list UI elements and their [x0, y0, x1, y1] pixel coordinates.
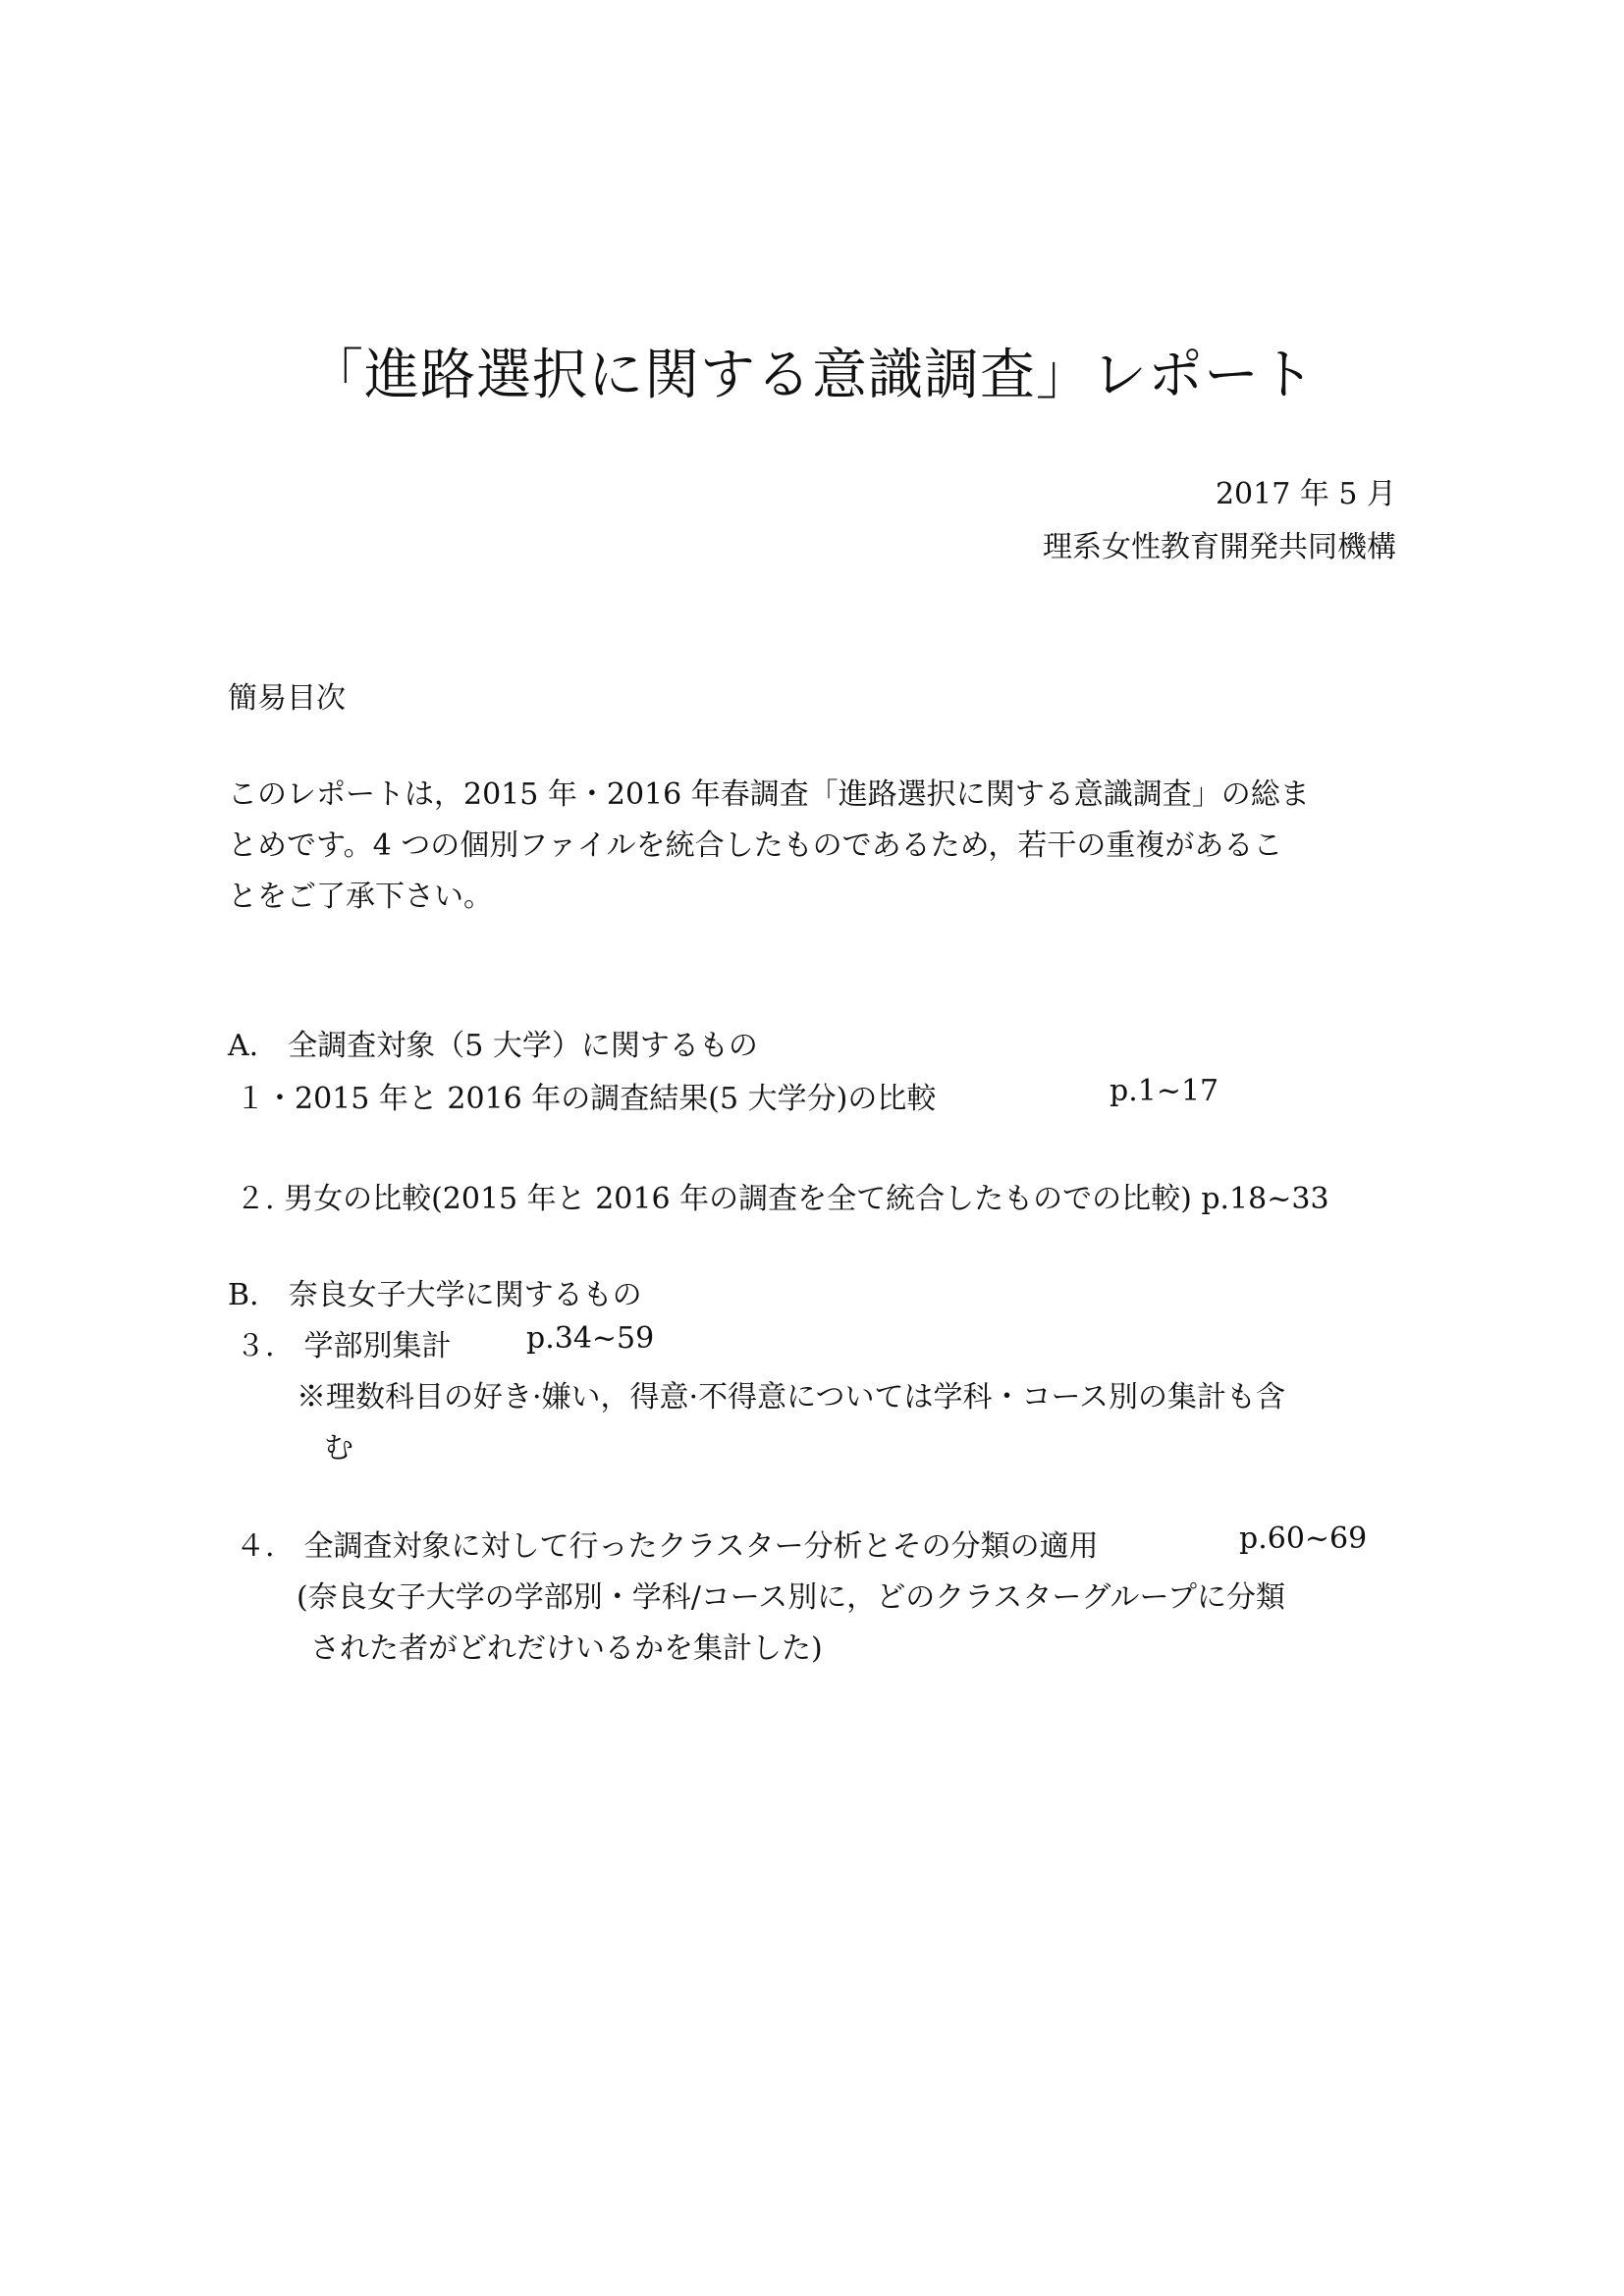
- document-title: 「進路選択に関する意識調査」レポート: [308, 344, 1316, 407]
- toc-item-1-pages: p.1~17: [1110, 1074, 1219, 1108]
- section-b-heading: B. 奈良女子大学に関するもの: [228, 1278, 642, 1312]
- intro-line: とをご了承下さい。: [228, 880, 493, 914]
- toc-heading: 簡易目次: [228, 681, 346, 716]
- toc-item-3-label: ３. 学部別集計: [236, 1329, 452, 1363]
- toc-item-3-note: ※理数科目の好き·嫌い，得意·不得意については学科・コース別の集計も含: [297, 1380, 1285, 1415]
- document-date: 2017 年 5 月: [1215, 477, 1396, 511]
- toc-item-1-label: １・2015 年と 2016 年の調査結果(5 大学分)の比較: [236, 1082, 937, 1116]
- toc-item-3-note-cont: む: [324, 1431, 353, 1466]
- toc-item-3-pages: p.34~59: [526, 1321, 655, 1356]
- organization-name: 理系女性教育開発共同機構: [1043, 530, 1396, 564]
- intro-line: このレポートは，2015 年・2016 年春調査「進路選択に関する意識調査」の総ま: [228, 777, 1310, 812]
- toc-item-2: ２. 男女の比較(2015 年と 2016 年の調査を全て統合したものでの比較) p.18~33: [236, 1182, 1329, 1216]
- toc-item-4-note: (奈良女子大学の学部別・学科/コース別に，どのクラスターグループに分類: [297, 1580, 1286, 1615]
- toc-item-4-label: ４. 全調査対象に対して行ったクラスター分析とその分類の適用: [236, 1529, 1099, 1564]
- toc-item-4-note-cont: された者がどれだけいるかを集計した): [310, 1631, 823, 1666]
- intro-paragraph: [228, 770, 1396, 923]
- toc-item-4-pages: p.60~69: [1239, 1522, 1368, 1556]
- intro-line: とめです。4 つの個別ファイルを統合したものであるため，若干の重複があるこ: [228, 828, 1283, 863]
- section-a-heading: A. 全調査対象（5 大学）に関するもの: [228, 1029, 758, 1063]
- toc-item-1: [236, 1074, 936, 1117]
